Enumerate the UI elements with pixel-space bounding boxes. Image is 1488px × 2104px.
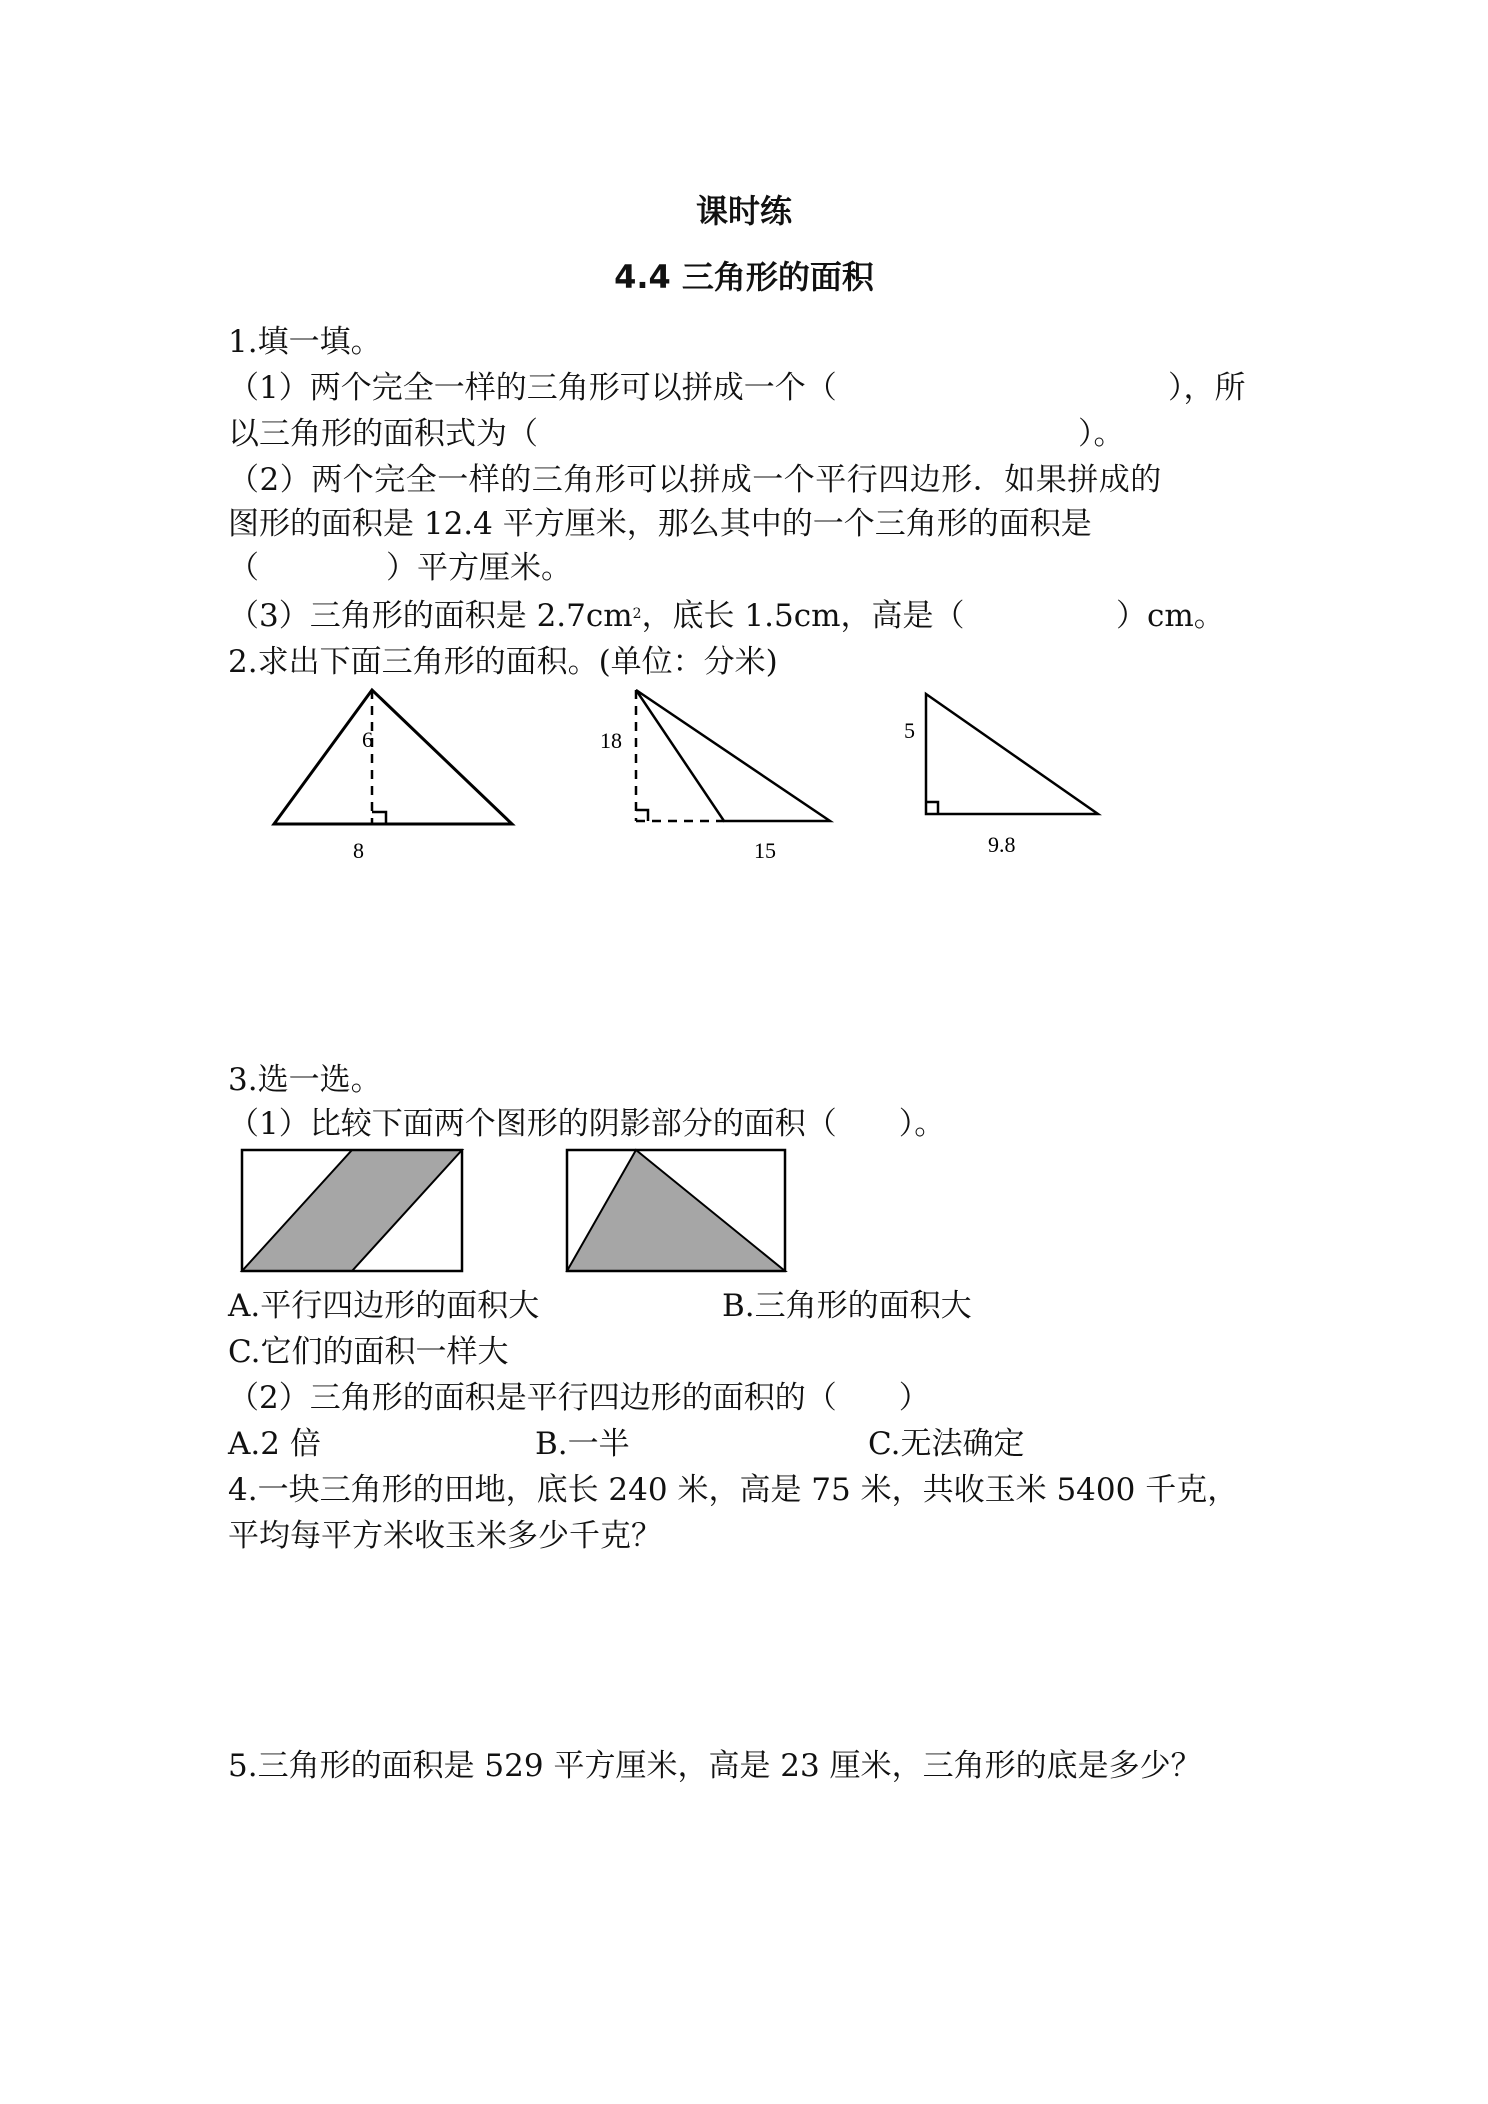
q1-p3-text-c: ）cm。 (1116, 598, 1225, 634)
q3-p1-option-c: C.它们的面积一样大 (228, 1334, 509, 1370)
q3-p2-option-b: B.一半 (535, 1426, 630, 1462)
figure-2-height-label: 18 (600, 728, 622, 753)
q1-p1-line2-text-b: ）。 (1078, 416, 1125, 452)
q1-p1-text-a: （1）两个完全一样的三角形可以拼成一个（ (228, 370, 837, 406)
q3-p1-option-a: A.平行四边形的面积大 (228, 1288, 540, 1324)
q3-heading: 3.选一选。 (228, 1062, 382, 1098)
q3-shaded-figures (0, 1140, 1488, 1280)
figure-3-shape (926, 694, 1098, 814)
parallelogram-shaded (242, 1150, 462, 1271)
q1-p3-text-b: ，底长 1.5cm，高是（ (641, 598, 965, 634)
page-title: 课时练 (695, 192, 792, 230)
q1-heading: 1.填一填。 (228, 324, 382, 360)
parallelogram-figure (242, 1150, 462, 1271)
q1-p3 (228, 594, 1270, 638)
q3-p2: （2）三角形的面积是平行四边形的面积的（ ） (228, 1380, 930, 1416)
q1-p2-line3-text-b: ）平方厘米。 (386, 550, 572, 586)
q1-p3-text-a: （3）三角形的面积是 2.7cm (228, 598, 633, 634)
q2-heading: 2.求出下面三角形的面积。(单位：分米) (228, 644, 778, 680)
figure-3-base-label: 9.8 (988, 832, 1016, 857)
figure-3-triangle (926, 694, 1098, 814)
figure-1-base-label: 8 (353, 838, 364, 863)
figure-2-triangle (636, 690, 830, 821)
q1-p2-line3-text-a: （ (228, 550, 259, 586)
figure-2-shape (636, 690, 830, 821)
figure-1-shape (274, 690, 512, 824)
figure-2-right-angle (636, 810, 648, 821)
triangle-figure (567, 1150, 785, 1271)
q1-p2-line1: （2）两个完全一样的三角形可以拼成一个平行四边形．如果拼成的 (228, 462, 1162, 498)
q4-line1: 4.一块三角形的田地，底长 240 米，高是 75 米，共收玉米 5400 千克， (228, 1472, 1239, 1508)
triangle-shaded (567, 1150, 785, 1271)
q4-line2: 平均每平方米收玉米多少千克？ (228, 1518, 662, 1554)
q2-triangle-figures (0, 680, 1488, 880)
figure-3-height-label: 5 (904, 718, 915, 743)
figure-2-base-label: 15 (754, 838, 776, 863)
q1-p1-line2-text-a: 以三角形的面积式为（ (228, 416, 538, 452)
q1-p1-text-b: ），所 (1168, 370, 1246, 406)
figure-1-right-angle (372, 812, 386, 824)
q3-p1: （1）比较下面两个图形的阴影部分的面积（ ）。 (228, 1106, 946, 1142)
q5-line1: 5.三角形的面积是 529 平方厘米，高是 23 厘米，三角形的底是多少？ (228, 1748, 1202, 1784)
q3-p2-option-a: A.2 倍 (228, 1426, 321, 1462)
q1-p2-line3 (228, 546, 828, 590)
q3-p1-option-b: B.三角形的面积大 (722, 1288, 972, 1324)
page-subtitle: 4.4 三角形的面积 (614, 258, 874, 296)
figure-1-triangle (274, 690, 512, 824)
q1-p1-line2 (228, 412, 1270, 456)
figure-1-height-label: 6 (362, 727, 373, 752)
q1-p1-line1 (228, 366, 1270, 410)
q1-p2-line2: 图形的面积是 12.4 平方厘米，那么其中的一个三角形的面积是 (228, 506, 1092, 542)
q3-p2-option-c: C.无法确定 (868, 1426, 1025, 1462)
figure-3-right-angle (926, 802, 938, 814)
q1-p3-superscript: 2 (632, 606, 642, 622)
